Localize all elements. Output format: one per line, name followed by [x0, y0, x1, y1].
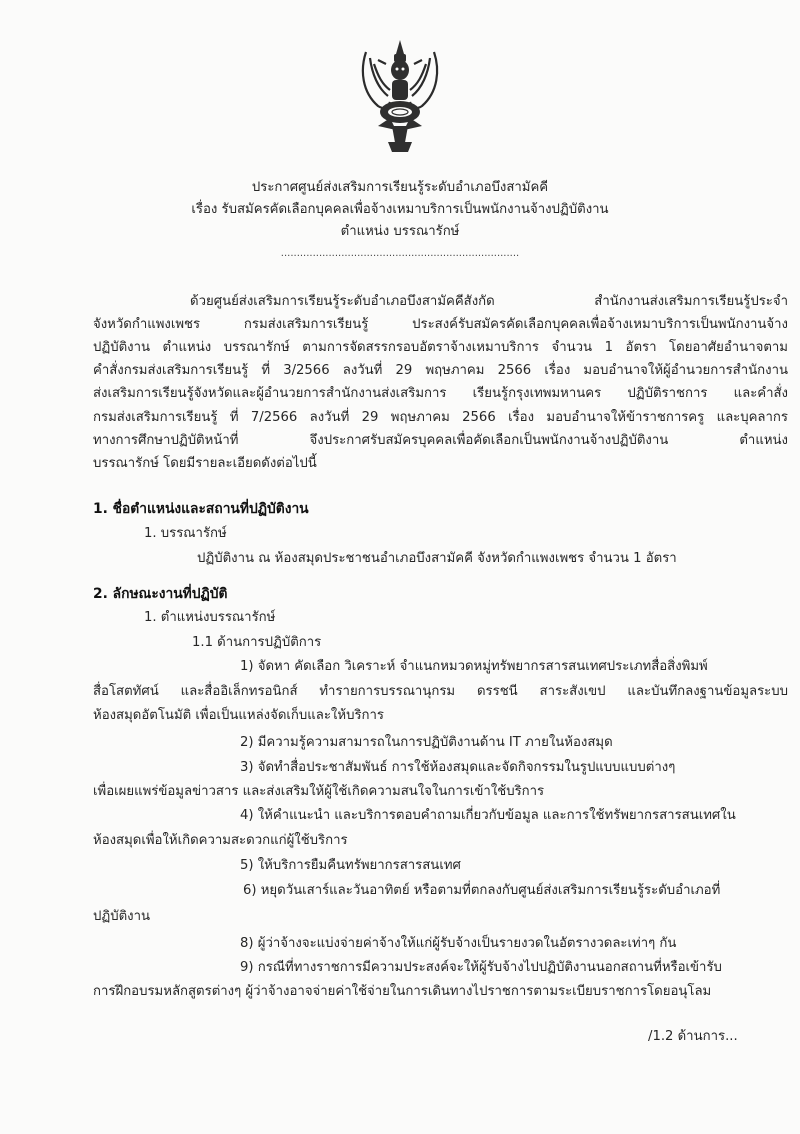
section-1-detail: ปฏิบัติงาน ณ ห้องสมุดประชาชนอำเภอบึงสามัคคี จังหวัดกำแพงเพชร จำนวน 1 อัตรา — [197, 551, 677, 566]
duty-6: 6) หยุดวันเสาร์และวันอาทิตย์ หรือตามที่ตกลงกับศูนย์ส่งเสริมการเรียนรู้ระดับอำเภอที่ — [243, 883, 721, 898]
section-1-heading: 1. ชื่อตำแหน่งและสถานที่ปฏิบัติงาน — [93, 501, 309, 517]
intro-line: กรมส่งเสริมการเรียนรู้ ที่ 7/2566 ลงวันที่ 29 พฤษภาคม 2566 เรื่อง มอบอำนาจให้ข้าราชการครู และบุคลากร — [93, 410, 788, 425]
announcement-position: ตำแหน่ง บรรณารักษ์ — [340, 224, 460, 239]
duty-5: 5) ให้บริการยืมคืนทรัพยากรสารสนเทศ — [240, 858, 461, 873]
intro-line: ส่งเสริมการเรียนรู้จังหวัดและผู้อำนวยการสำนักงานส่งเสริมการ เรียนรู้กรุงเทพมหานคร ปฏิบัติราชการ และคำสั่ง — [93, 386, 788, 401]
intro-line: ทางการศึกษาปฏิบัติหน้าที่ จึงประกาศรับสมัครบุคคลเพื่อคัดเลือกเป็นพนักงานจ้างปฏิบัติงาน ตำแหน่ง — [93, 433, 788, 448]
announcement-subject: เรื่อง รับสมัครคัดเลือกบุคคลเพื่อจ้างเหมาบริการเป็นพนักงานจ้างปฏิบัติงาน — [191, 202, 609, 217]
duty-6-continued: ปฏิบัติงาน — [93, 909, 151, 924]
intro-line: คำสั่งกรมส่งเสริมการเรียนรู้ ที่ 3/2566 ลงวันที่ 29 พฤษภาคม 2566 เรื่อง มอบอำนาจให้ผู้อำนวยการสำนักงาน — [93, 363, 788, 378]
duty-1-continued: สื่อโสตทัศน์ และสื่ออิเล็กทรอนิกส์ ทำรายการบรรณานุกรม ดรรชนี สาระสังเขป และบันทึกลงฐานข้อมูลระบบ — [93, 684, 788, 699]
duty-2: 2) มีความรู้ความสามารถในการปฏิบัติงานด้าน IT ภายในห้องสมุด — [240, 735, 613, 750]
title-separator: ........................................................................... — [280, 248, 520, 259]
duty-4: 4) ให้คำแนะนำ และบริการตอบคำถามเกี่ยวกับข้อมูล และการใช้ทรัพยากรสารสนเทศใน — [240, 808, 736, 823]
garuda-emblem-icon — [352, 30, 448, 158]
section-2-item: 1. ตำแหน่งบรรณารักษ์ — [144, 610, 276, 625]
section-2-subheading: 1.1 ด้านการปฏิบัติการ — [192, 635, 322, 650]
duty-1-continued: ห้องสมุดอัตโนมัติ เพื่อเป็นแหล่งจัดเก็บและให้บริการ — [93, 708, 384, 723]
section-2-heading: 2. ลักษณะงานที่ปฏิบัติ — [93, 586, 228, 602]
intro-line: ด้วยศูนย์ส่งเสริมการเรียนรู้ระดับอำเภอบึงสามัคคีสังกัด สำนักงานส่งเสริมการเรียนรู้ประจำ — [190, 294, 788, 309]
section-1-item: 1. บรรณารักษ์ — [144, 526, 227, 541]
intro-line: บรรณารักษ์ โดยมีรายละเอียดดังต่อไปนี้ — [93, 456, 317, 471]
announcement-title: ประกาศศูนย์ส่งเสริมการเรียนรู้ระดับอำเภอบึงสามัคคี — [251, 180, 549, 195]
duty-9: 9) กรณีที่ทางราชการมีความประสงค์จะให้ผู้รับจ้างไปปฏิบัติงานนอกสถานที่หรือเข้ารับ — [240, 960, 722, 975]
page-continuation: /1.2 ด้านการ... — [648, 1029, 738, 1044]
duty-3: 3) จัดทำสื่อประชาสัมพันธ์ การใช้ห้องสมุดและจัดกิจกรรมในรูปแบบแบบต่างๆ — [240, 760, 676, 775]
intro-line: จังหวัดกำแพงเพชร กรมส่งเสริมการเรียนรู้ ประสงค์รับสมัครคัดเลือกบุคคลเพื่อจ้างเหมาบริการเป็นพนักงานจ้าง — [93, 317, 788, 332]
duty-3-continued: เพื่อเผยแพร่ข้อมูลข่าวสาร และส่งเสริมให้ผู้ใช้เกิดความสนใจในการเข้าใช้บริการ — [93, 784, 545, 799]
duty-4-continued: ห้องสมุดเพื่อให้เกิดความสะดวกแก่ผู้ใช้บริการ — [93, 833, 348, 848]
intro-line: ปฏิบัติงาน ตำแหน่ง บรรณารักษ์ ตามการจัดสรรกรอบอัตราจ้างเหมาบริการ จำนวน 1 อัตรา โดยอาศัยอำนาจตาม — [93, 340, 788, 355]
duty-9-continued: การฝึกอบรมหลักสูตรต่างๆ ผู้ว่าจ้างอาจจ่ายค่าใช้จ่ายในการเดินทางไปราชการตามระเบียบราชการโดยอนุโลม — [93, 984, 712, 999]
duty-8: 8) ผู้ว่าจ้างจะแบ่งจ่ายค่าจ้างให้แก่ผู้รับจ้างเป็นรายงวดในอัตรางวดละเท่าๆ กัน — [240, 936, 677, 951]
duty-1: 1) จัดหา คัดเลือก วิเคราะห์ จำแนกหมวดหมู่ทรัพยากรสารสนเทศประเภทสื่อสิ่งพิมพ์ — [240, 659, 708, 674]
